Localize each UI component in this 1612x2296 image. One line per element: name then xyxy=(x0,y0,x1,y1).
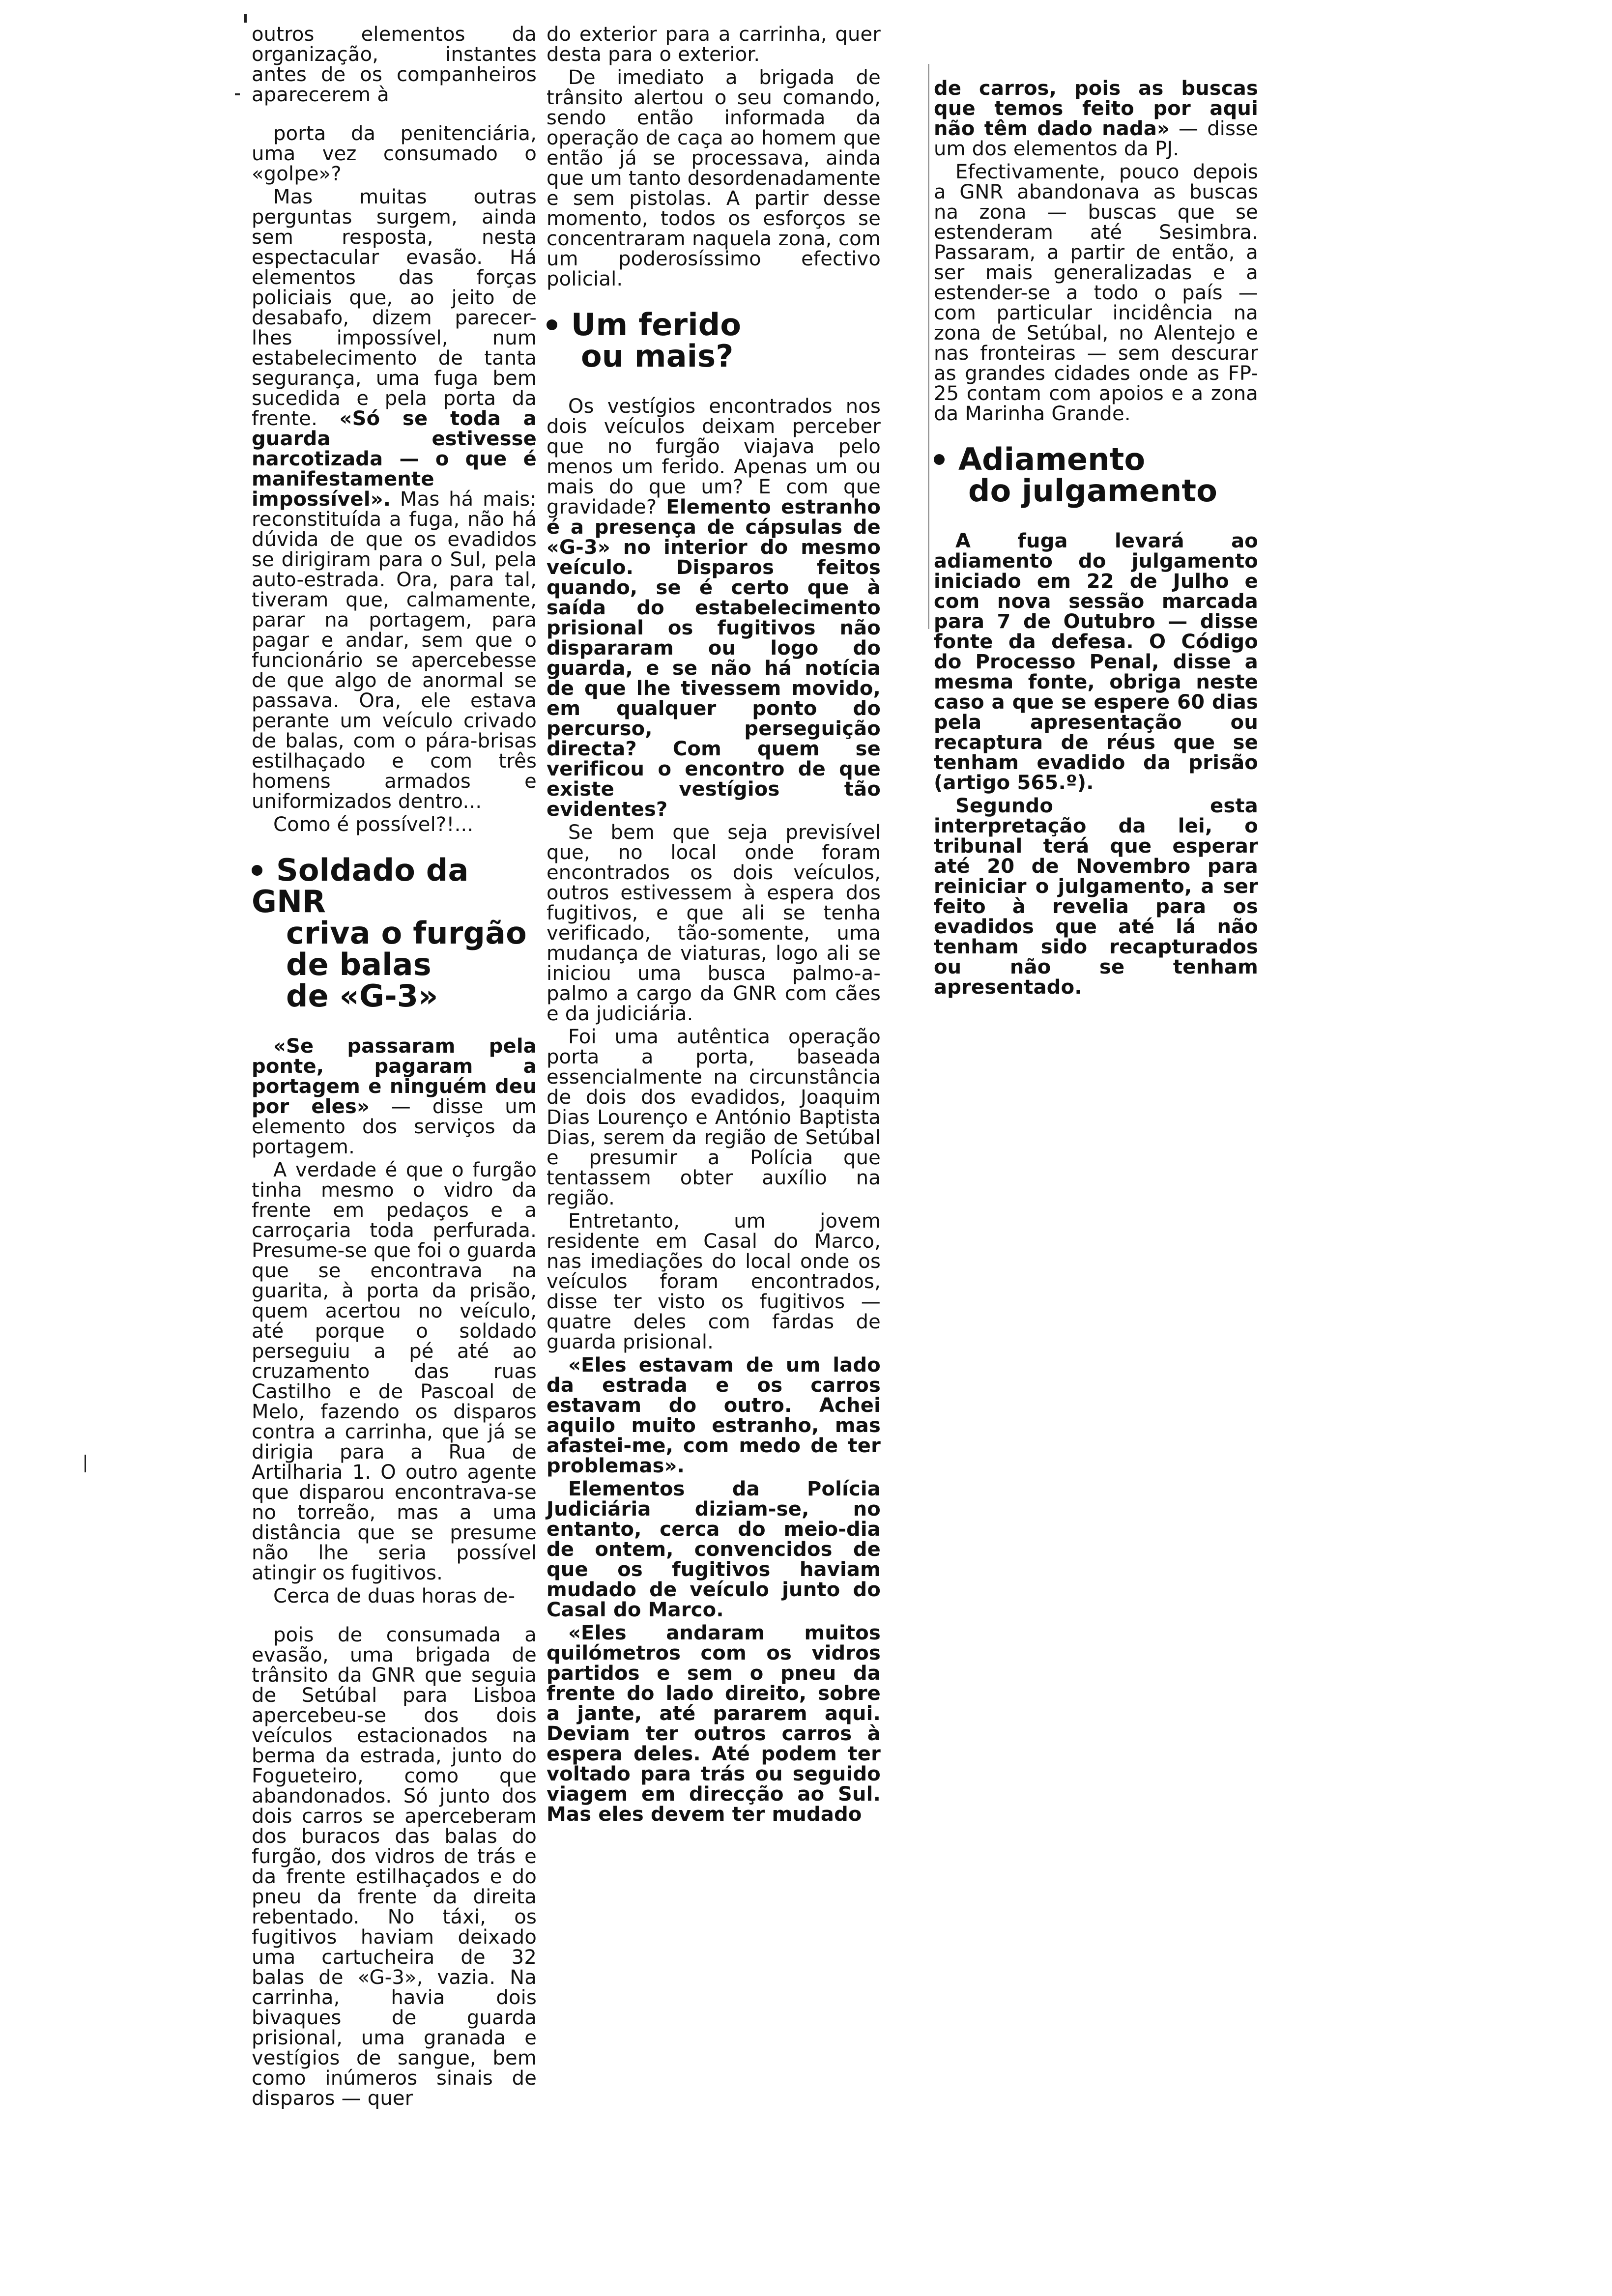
column-3 xyxy=(934,79,1258,1001)
col1-paragraph-2: porta da penitenciária, uma vez consumado o «golpe»? xyxy=(252,122,537,185)
headline-3-line-2: do julgamento xyxy=(968,473,1218,509)
headline-2-text-1: Um ferido xyxy=(571,307,742,343)
headline-adiamento xyxy=(934,441,1258,509)
col1-p3-quote: «Só se toda a guarda estivesse narcotizada — o que é manifestamente impossível». xyxy=(252,407,537,511)
col1-paragraph-3 xyxy=(252,187,537,812)
col2-paragraph-8: Elementos da Polícia Judiciária diziam-se, no entanto, cerca do meio-dia de ontem, convencidos de que os fugitivos haviam mudado de veículo junto do Casal do Marco. xyxy=(547,1478,881,1621)
col1-p3-text-a: Mas muitas outras perguntas surgem, ainda sem resposta, nesta espectacular evasão. Há elementos das forças policiais que, ao jeito de desabafo, dizem parecer-lhes impossível, num estabelecimento de tanta segurança, uma fuga bem sucedida e pela porta da frente. xyxy=(252,186,537,430)
col3-p1-quote: de carros, pois as buscas que temos feito por aqui não têm dado nada» xyxy=(934,77,1258,140)
col1-paragraph-7: Cerca de duas horas de- xyxy=(273,1585,516,1607)
bullet-icon xyxy=(547,319,557,330)
col1-p3-text-c: Mas há mais: reconstituída a fuga, não há dúvida de que os evadidos se dirigiram para o Sul, pela auto-estrada. Ora, para tal, tiveram que, calmamente, parar na portagem, para pagar e andar, sem que o funcionário se apercebesse de que algo de anormal se passava. Ora, ele estava perante um veículo crivado de balas, com o pára-brisas estilhaçado e com três homens armados e uniformizados dentro... xyxy=(252,488,537,813)
col3-paragraph-2: Efectivamente, pouco depois a GNR abandonava as buscas na zona — buscas que se estenderam até Sesimbra. Passaram, a partir de então, a ser mais generalizadas e a estender-se a todo o país — com particular incidência na zona de Setúbal, no Alentejo e nas fronteiras — sem descurar as grandes cidades onde as FP-25 contam com apoios e a zona da Marinha Grande. xyxy=(934,161,1258,425)
col1-paragraph-6: A verdade é que o furgão tinha mesmo o vidro da frente em pedaços e a carroçaria toda perfurada. Presume-se que foi o guarda que se encontrava na guarita, à porta da prisão, quem acertou no veículo, até porque o soldado perseguiu a pé até ao cruzamento das ruas Castilho e de Pascoal de Melo, fazendo os disparos contra a carrinha, que já se dirigia para a Rua de Artilharia 1. O outro agente que disparou encontrava-se no torreão, mas a uma distância que se presume não lhe seria possível atingir os fugitivos. xyxy=(252,1159,537,1584)
column-1 xyxy=(252,25,537,2112)
col1-p5-quote: «Se passaram pela ponte, pagaram a portagem e ninguém deu por eles» xyxy=(252,1035,537,1118)
col2-paragraph-2: De imediato a brigada de trânsito alertou o seu comando, sendo então informada da operação de caça ao homem que então já se processava, ainda que um tanto desordenadamente e sem pistolas. A partir desse momento, todos os esforços se concentraram naquela zona, com um poderosíssimo efectivo policial. xyxy=(547,66,881,290)
col2-paragraph-6: Entretanto, um jovem residente em Casal do Marco, nas imediações do local onde os veículos foram encontrados, disse ter visto os fugitivos — quatre deles com fardas de guarda prisional. xyxy=(547,1210,881,1353)
headline-1-line-2: criva o furgão xyxy=(286,915,527,951)
col2-paragraph-1: do exterior para a carrinha, quer desta para o exterior. xyxy=(547,23,881,66)
col2-paragraph-3 xyxy=(547,397,881,820)
headline-1-line-1 xyxy=(252,852,537,919)
col3-paragraph-3: A fuga levará ao adiamento do julgamento iniciado em 22 de Julho e com nova sessão marcada para 7 de Outubro — disse fonte da defesa. O Código do Processo Penal, disse a mesma fonte, obriga neste caso a que se espere 60 dias pela apresentação ou recaptura de réus que se tenham evadido da prisão (artigo 565.º). xyxy=(934,530,1258,794)
bullet-icon xyxy=(934,454,945,465)
column-2 xyxy=(547,25,881,1828)
headline-soldado-gnr xyxy=(252,852,537,1014)
scan-speck xyxy=(235,93,240,95)
headline-3-line-1 xyxy=(934,441,1258,477)
col1-paragraph-4: Como é possível?!... xyxy=(273,813,474,836)
headline-2-line-2: ou mais? xyxy=(581,338,734,374)
col2-p3-text-a: Os vestígios encontrados nos dois veículos deixam perceber que no furgão viajava pelo menos um ferido. Apenas um ou mais do que um? E com que gravidade? xyxy=(547,395,881,518)
headline-1-text-1: Soldado da GNR xyxy=(252,852,469,919)
scan-speck xyxy=(928,64,929,629)
col1-paragraph-5 xyxy=(252,1036,537,1157)
col2-paragraph-7: «Eles estavam de um lado da estrada e os carros estavam do outro. Achei aquilo muito estranho, mas afastei-me, com medo de ter problemas». xyxy=(547,1354,881,1477)
headline-2-line-1 xyxy=(547,309,881,341)
col1-p5-text: — disse um elemento dos serviços da portagem. xyxy=(252,1095,537,1158)
headline-3-text-1: Adiamento xyxy=(958,441,1146,477)
col2-paragraph-4: Se bem que seja previsível que, no local onde foram encontrados os dois veículos, outros estivessem à espera dos fugitivos, e que ali se tenha verificado, tão-somente, uma mudança de viaturas, logo ali se iniciou uma busca palmo-a-palmo a cargo da GNR com cães e da judiciária. xyxy=(547,821,881,1025)
col1-paragraph-8: pois de consumada a evasão, uma brigada de trânsito da GNR que seguia de Setúbal para Lisboa apercebeu-se dos dois veículos estacionados na berma da estrada, junto do Fogueteiro, como que abandonados. Só junto dos dois carros se aperceberam dos buracos das balas do furgão, dos vidros de trás e da frente estilhaçados e do pneu da frente da direita rebentado. No táxi, os fugitivos haviam deixado uma cartucheira de 32 balas de «G-3», vazia. Na carrinha, havia dois bivaques de guarda prisional, uma granada e vestígios de sangue, bem como inúmeros sinais de disparos — quer xyxy=(252,1624,537,2110)
scan-speck xyxy=(244,14,247,23)
col1-paragraph-1: outros elementos da organização, instantes antes de os companheiros aparecerem à xyxy=(252,23,537,106)
col3-paragraph-4: Segundo esta interpretação da lei, o tribunal terá que esperar até 20 de Novembro para reiniciar o julgamento, a ser feito à revelia para os evadidos que até lá não tenham sido recapturados ou não se tenham apresentado. xyxy=(934,795,1258,999)
col2-p3-text-b: Elemento estranho é a presença de cápsulas de «G-3» no interior do mesmo veículo. Disparos feitos quando, se é certo que à saída do estabelecimento prisional os fugitivos não dispararam ou logo do guarda, e se não há notícia de que lhe tivessem movido, em qualquer ponto do percurso, perseguição directa? Com quem se verificou o encontro de que existe vestígios tão evidentes? xyxy=(547,496,881,821)
headline-1-line-3: de balas xyxy=(286,947,432,982)
headline-1-line-4: de «G-3» xyxy=(286,978,438,1014)
col2-paragraph-5: Foi uma autêntica operação porta a porta, baseada essencialmente na circunstância de dois dos evadidos, Joaquim Dias Lourenço e António Baptista Dias, serem da região de Setúbal e presumir a Polícia que tentassem obter auxílio na região. xyxy=(547,1026,881,1209)
scan-speck xyxy=(85,1455,86,1472)
bullet-icon xyxy=(252,865,262,876)
headline-um-ferido xyxy=(547,309,881,372)
col3-paragraph-1 xyxy=(934,79,1258,159)
col2-paragraph-9: «Eles andaram muitos quilómetros com os vidros partidos e sem o pneu da frente do lado direito, sobre a jante, até pararem aqui. Deviam ter outros carros à espera deles. Até podem ter voltado para trás ou seguido viagem em direcção ao Sul. Mas eles devem ter mudado xyxy=(547,1622,881,1826)
col3-p1-text: — disse um dos elementos da PJ. xyxy=(934,117,1258,160)
